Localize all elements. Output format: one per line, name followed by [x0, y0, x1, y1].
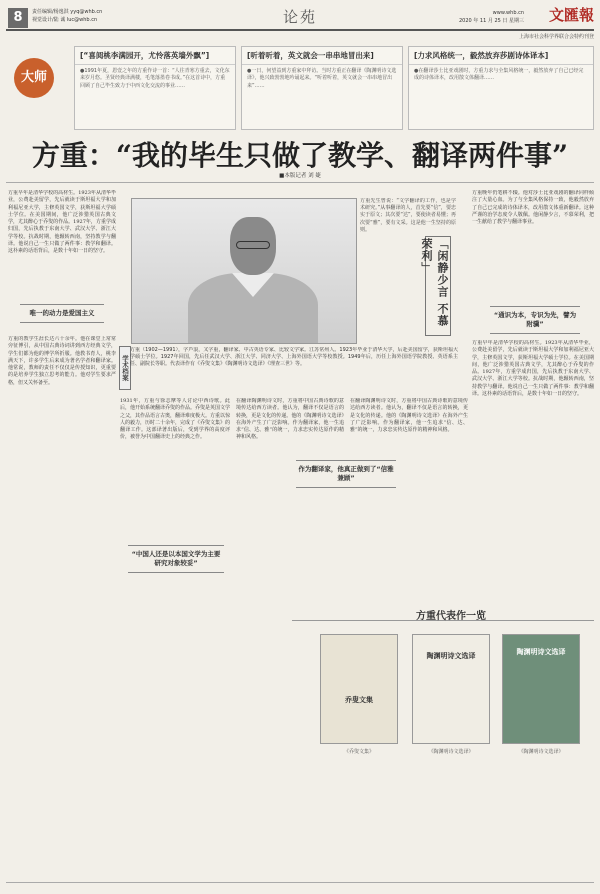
teaser-box-1[interactable] — [74, 46, 236, 130]
masthead-rule — [6, 29, 594, 31]
editor-credits — [32, 8, 162, 24]
teaser-text: ●一日，何望益到方重家中拜访。当时方重正在翻译《陶渊明诗文选译》，他兴致勃勃地吟诵起来。“听着听着，英文就会一串串地冒出来”…… — [247, 68, 397, 89]
footer-rule — [6, 882, 594, 883]
book-caption-2: 《陶渊明诗文选译》 — [428, 749, 474, 755]
vertical-title: 「闲静少言 不慕荣利」 — [420, 238, 449, 327]
teaser-text: ●1991年夏，恩壹之年的方重作诗一首：“人往青寒方重去，文化东来岁月悠。圣贤经典译满楼，毛笔落墨卷书成。”在这首诗中，方重回顾了自己毕生致力于中西文化交流的事业…… — [80, 68, 230, 89]
book-cover-1 — [320, 634, 398, 744]
pull-quote-4: “通识为本，专识为先，譬为附骥” — [490, 306, 580, 334]
body-column-1a: 方重早年是清华学校的高材生。1923年从清华毕业，公费赴美留学，先后就读于斯坦福大学和加利福尼亚大学，主修英国文学，获斯坦福大学硕士学位。在美国期间，他广泛涉猎英国古典文学，尤其醉心于乔叟的作品。1927年，方重学成归国，先后执教于东南大学、武汉大学、浙江大学等校。抗战时期，他辗转西南，坚持教学与翻译。他说自己一生只做了两件事：教学和翻译。这朴素的话语背后，是数十年如一日的坚守。 — [8, 190, 116, 254]
body-column-5a: 方重晚年仍笔耕不辍。他对莎士比亚戏剧的翻译同样倾注了大量心血。为了与全集风格保持一致，他毅然放弃了自己已完成的诗体译本，改用散文体重新翻译。这种严谨的治学态度令人敬佩。他闲静少言，不慕荣利，把一生献给了教学与翻译事业。 — [472, 190, 594, 225]
teaser-text: ●在翻译莎士比亚戏剧时，方重力求与全集风格统一，毅然放弃了自己已经完成的诗体译本，改用散文体翻译…… — [414, 68, 584, 82]
issue-date: 2020 年 11 月 25 日 星期三 — [459, 18, 524, 24]
body-column-2: 1931年，方重与徐志摩等人讨论中西诗歌。此后，他开始系统翻译乔叟的作品。乔叟是英国文学之父，其作品语言古奥，翻译难度极大。方重以惊人的毅力，历时二十余年，完成了《乔叟文集》的翻译工作。这部译著出版后，受到学界的高度评价，被誉为中国翻译史上的经典之作。 — [120, 398, 230, 441]
sponsor-slogan: 上海市社会科学界联合会特约刊登 — [518, 34, 594, 40]
book-cover-2 — [412, 634, 490, 744]
teaser-heading: [力求风格统一，毅然放弃莎剧诗体译本] — [409, 47, 593, 65]
master-column-logo-icon: 大师 — [14, 58, 54, 98]
section-title: 论苑 — [282, 8, 317, 26]
pull-quote-2: “中国人还是以本国文学为主要研究对象较妥” — [128, 545, 224, 573]
pull-quote-1: 唯一的动力是爱国主义 — [20, 304, 104, 323]
teaser-box-3[interactable] — [408, 46, 594, 130]
portrait-photo — [131, 198, 357, 344]
designer-line: 视觉设计/陆 诚 luc@whb.cn — [32, 17, 98, 23]
teaser-heading: [听着听着，英文就会一串串地冒出来] — [242, 47, 402, 65]
body-column-4: 在翻译陶渊明诗文时，方重将中国古典诗歌的意境传达给西方读者。他认为，翻译不仅是语言的转换，更是文化的传递。他的《陶渊明诗文选译》在海外产生了广泛影响。作为翻译家，他一生追求“信、达、雅”的统一，力求忠实传达原作的精神和风格。 — [350, 398, 468, 433]
body-column-3: 在翻译陶渊明诗文时，方重将中国古典诗歌的意境传达给西方读者。他认为，翻译不仅是语言的转换，更是文化的传递。他的《陶渊明诗文选译》在海外产生了广泛影响。作为翻译家，他一生追求“信、达、雅”的统一，力求忠实传达原作的精神和风格。 — [236, 398, 344, 441]
book-caption-1: 《乔叟文集》 — [343, 749, 374, 755]
book-cover-title: 乔叟文集 — [345, 695, 373, 704]
glasses-icon — [236, 241, 270, 249]
body-column-1b: 方重的教学生涯长达六十余年。他在课堂上常常旁征博引，从中国古典诗词讲到西方经典文学，学生们都为他的博学所折服。他教书育人，桃李满天下，许多学生后来成为著名学者和翻译家。他常说，教师的责任不仅仅是传授知识，更重要的是培养学生独立思考的能力。他对学生要求严格，但又关怀备至。 — [8, 336, 116, 386]
article-headline: 方重：“我的毕生只做了教学、翻译两件事” — [31, 139, 569, 172]
page-number: 8 — [8, 8, 28, 28]
pull-quote-3: 作为翻译家，他真正做到了“信雅兼顾” — [296, 460, 396, 488]
byline: ■本版记者 刘 婕 — [279, 173, 321, 179]
paper-logo: 文匯報 — [548, 6, 594, 24]
dateline — [444, 9, 524, 25]
book-cover-title: 陶渊明诗文选译 — [516, 647, 566, 656]
teaser-box-2[interactable] — [241, 46, 403, 130]
sidebar-quote: 方重先生曾说：“文学翻译的工作，也是学术研究。”从事翻译的人，首先要“信”，要忠实于原文；其次要“达”，要使读者易懂；再次要“雅”，要有文采。这是他一生坚持的原则。 — [360, 198, 456, 233]
academic-archive-label: 学术档案 — [119, 346, 131, 390]
teaser-heading: [“喜阅桃李满园开，尤怜落英墙外飘”] — [75, 47, 235, 65]
headline-rule — [6, 182, 594, 183]
book-cover-title: 陶渊明诗文选译 — [426, 651, 476, 660]
book-caption-3: 《陶渊明诗文选译》 — [518, 749, 564, 755]
book-cover-3 — [502, 634, 580, 744]
website-link[interactable]: www.whb.cn — [492, 10, 524, 16]
photo-caption: 方重（1902—1991），字芦浪，又字重，翻译家、中古英语专家、比较文学家。江苏常州人。1923年毕业于清华大学，后赴美国留学，获斯坦福大学硕士学位。1927年回国，先后任武汉大学、浙江大学、同济大学、上海外国语大学等校教授。1949年后，历任上海外国语学院教授、英语系主任、副院长等职。代表译作有《乔叟文集》《陶渊明诗文选译》《理查三世》等。 — [130, 347, 458, 368]
body-column-5b: 方重早年是清华学校的高材生。1923年从清华毕业，公费赴美留学，先后就读于斯坦福大学和加利福尼亚大学，主修英国文学，获斯坦福大学硕士学位。在美国期间，他广泛涉猎英国古典文学，尤其醉心于乔叟的作品。1927年，方重学成归国，先后执教于东南大学、武汉大学、浙江大学等校。抗战时期，他辗转西南，坚持教学与翻译。他说自己一生只做了两件事：教学和翻译。这朴素的话语背后，是数十年如一日的坚守。 — [472, 340, 594, 397]
works-section-title: 方重代表作一览 — [416, 611, 486, 622]
editor-line: 责任编辑/杨逸淇 yyq@whb.cn — [32, 9, 103, 15]
